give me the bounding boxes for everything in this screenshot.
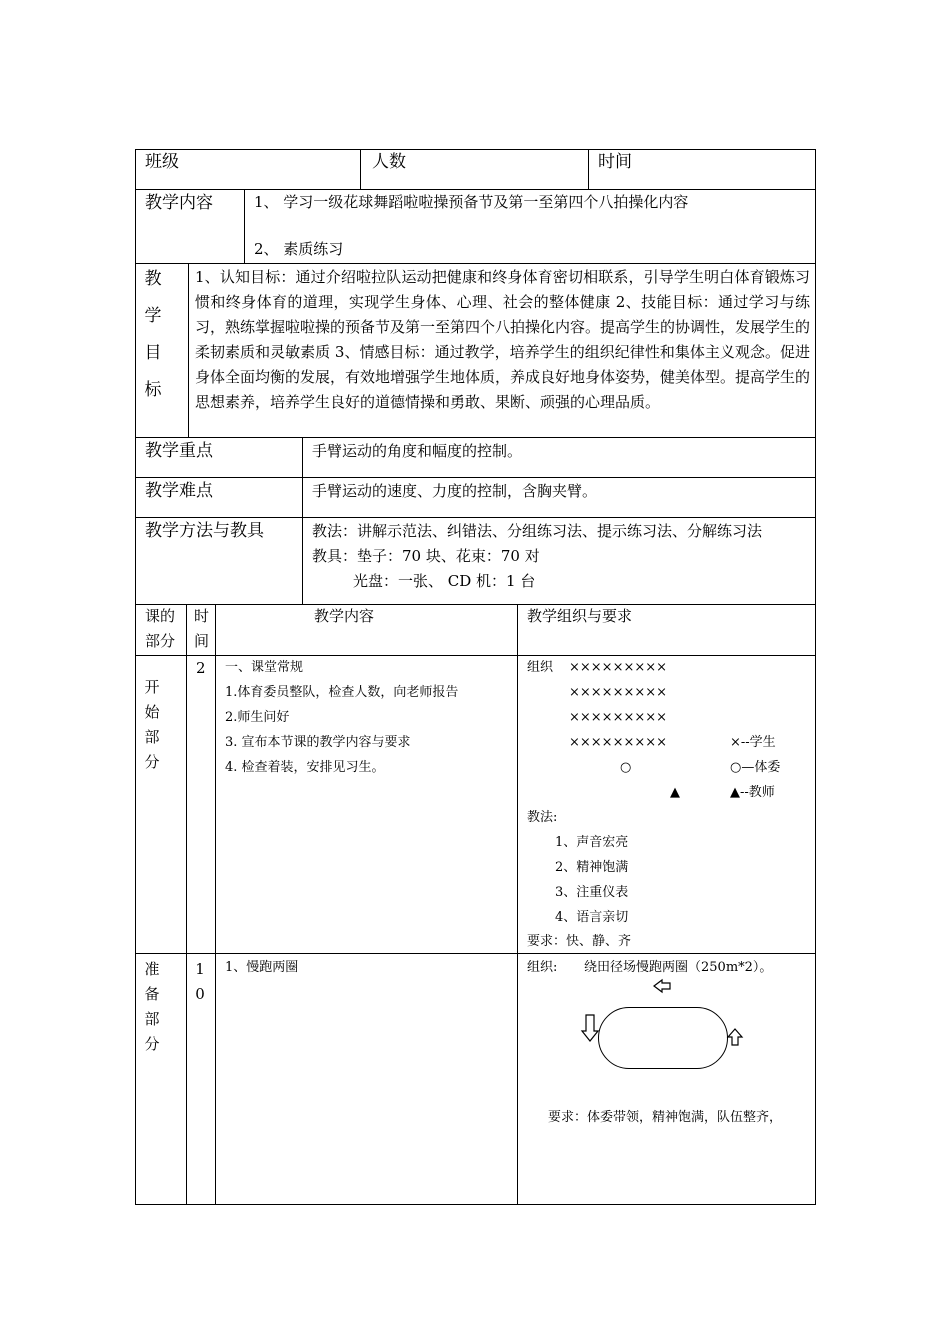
row-divider [135,604,816,605]
method-label: 教法: [527,810,558,825]
method-item: 3、注重仪表 [555,885,629,900]
methods-label: 教学方法与教具 [145,521,264,541]
col-divider [302,437,303,604]
key-point-label: 教学重点 [145,441,213,461]
count-label: 人数 [372,152,406,172]
goals-text: 1、认知目标：通过介绍啦拉队运动把健康和终身体育密切相联系，引导学生明白体育锻炼习惯和终身体育的道理，实现学生身体、心理、社会的整体健康 2、技能目标：通过学习与练习，熟练掌握啦啦操的预备节及第一至第四个八拍操化内容。提高学生的协调性，发展学生的柔韧素质和灵敏素质 3、情感目标：通过教学，培养学生的组织纪律性和集体主义观念。促进身体全面均衡的发展，有效地增强学生地体质，养成良好地身体姿势，健美体型。提高学生的思想素养，培养学生良好的道德情操和勇敢、果断、顽强的心理品质。 [195,268,811,411]
formation-row: ××××××××× [569,735,668,750]
formation-row: ××××××××× [569,660,668,675]
start-requirement: 要求：快、静、齐 [527,934,632,949]
formation-row: ××××××××× [569,710,668,725]
method-item: 4、语言亲切 [555,910,629,925]
arrow-left-icon [654,980,670,992]
content-item-1: 1、 学习一级花球舞蹈啦啦操预备节及第一至第四个八拍操化内容 [254,193,689,211]
arrow-down-icon [582,1015,598,1041]
col-divider [360,149,361,189]
method-item: 2、精神饱满 [555,860,629,875]
goals-label: 教 学 目 标 [144,269,162,400]
difficulty-text: 手臂运动的速度、力度的控制，含胸夹臂。 [312,482,598,500]
org-label: 组织 [527,660,554,675]
start-content-line: 3. 宣布本节课的教学内容与要求 [225,735,411,750]
row-divider [135,517,816,518]
methods-line-2: 教具：垫子：70 块、花束：70 对 [312,547,540,565]
legend-monitor: ○—体委 [730,760,781,775]
row-divider [135,477,816,478]
key-point-text: 手臂运动的角度和幅度的控制。 [312,442,523,460]
content-label: 教学内容 [145,193,213,213]
prep-content: 1、慢跑两圈 [225,960,299,975]
methods-line-3: 光盘：一张、 CD 机：1 台 [353,572,536,590]
row-divider [135,437,816,438]
start-content-line: 1.体育委员整队，检查人数，向老师报告 [225,685,459,700]
part-head-1: 课的 [145,607,176,625]
part-head-2: 部分 [145,632,176,650]
teacher-mark: ▲ [670,785,680,800]
row-divider [135,655,816,656]
col-divider [244,189,245,263]
time-head-1: 时 [194,607,210,625]
arrow-up-icon [728,1029,742,1045]
prep-part-label: 准 备 部 分 [144,960,160,1053]
running-direction-arrows [580,975,740,1065]
start-content-line: 4. 检查着装，安排见习生。 [225,760,385,775]
difficulty-label: 教学难点 [145,481,213,501]
col-divider [517,604,518,1205]
legend-teacher: ▲--教师 [730,785,775,800]
row-divider [135,263,816,264]
methods-line-1: 教法：讲解示范法、纠错法、分组练习法、提示练习法、分解练习法 [312,522,763,540]
col-divider [588,149,589,189]
monitor-mark: ○ [620,760,632,775]
row-divider [135,189,816,190]
col-divider [188,263,189,437]
start-content-line: 一、课堂常规 [225,660,304,675]
org-head: 教学组织与要求 [527,607,633,625]
start-time: 2 [196,659,206,677]
method-item: 1、声音宏亮 [555,835,629,850]
formation-row: ××××××××× [569,685,668,700]
time-label: 时间 [598,152,632,172]
content-head: 教学内容 [314,607,375,625]
start-part-label: 开 始 部 分 [144,678,160,771]
prep-time: 1 0 [195,960,205,1003]
col-divider [186,604,187,1205]
start-content-line: 2.师生问好 [225,710,290,725]
prep-org-label: 组织: [527,960,558,975]
class-label: 班级 [145,152,179,172]
col-divider [215,604,216,1205]
prep-org-text: 绕田径场慢跑两圈（250m*2）。 [584,960,773,975]
prep-requirement: 要求：体委带领，精神饱满，队伍整齐， [548,1110,783,1125]
content-item-2: 2、 素质练习 [254,240,344,258]
row-divider [135,953,816,954]
legend-student: ×--学生 [730,735,776,750]
time-head-2: 间 [194,632,210,650]
